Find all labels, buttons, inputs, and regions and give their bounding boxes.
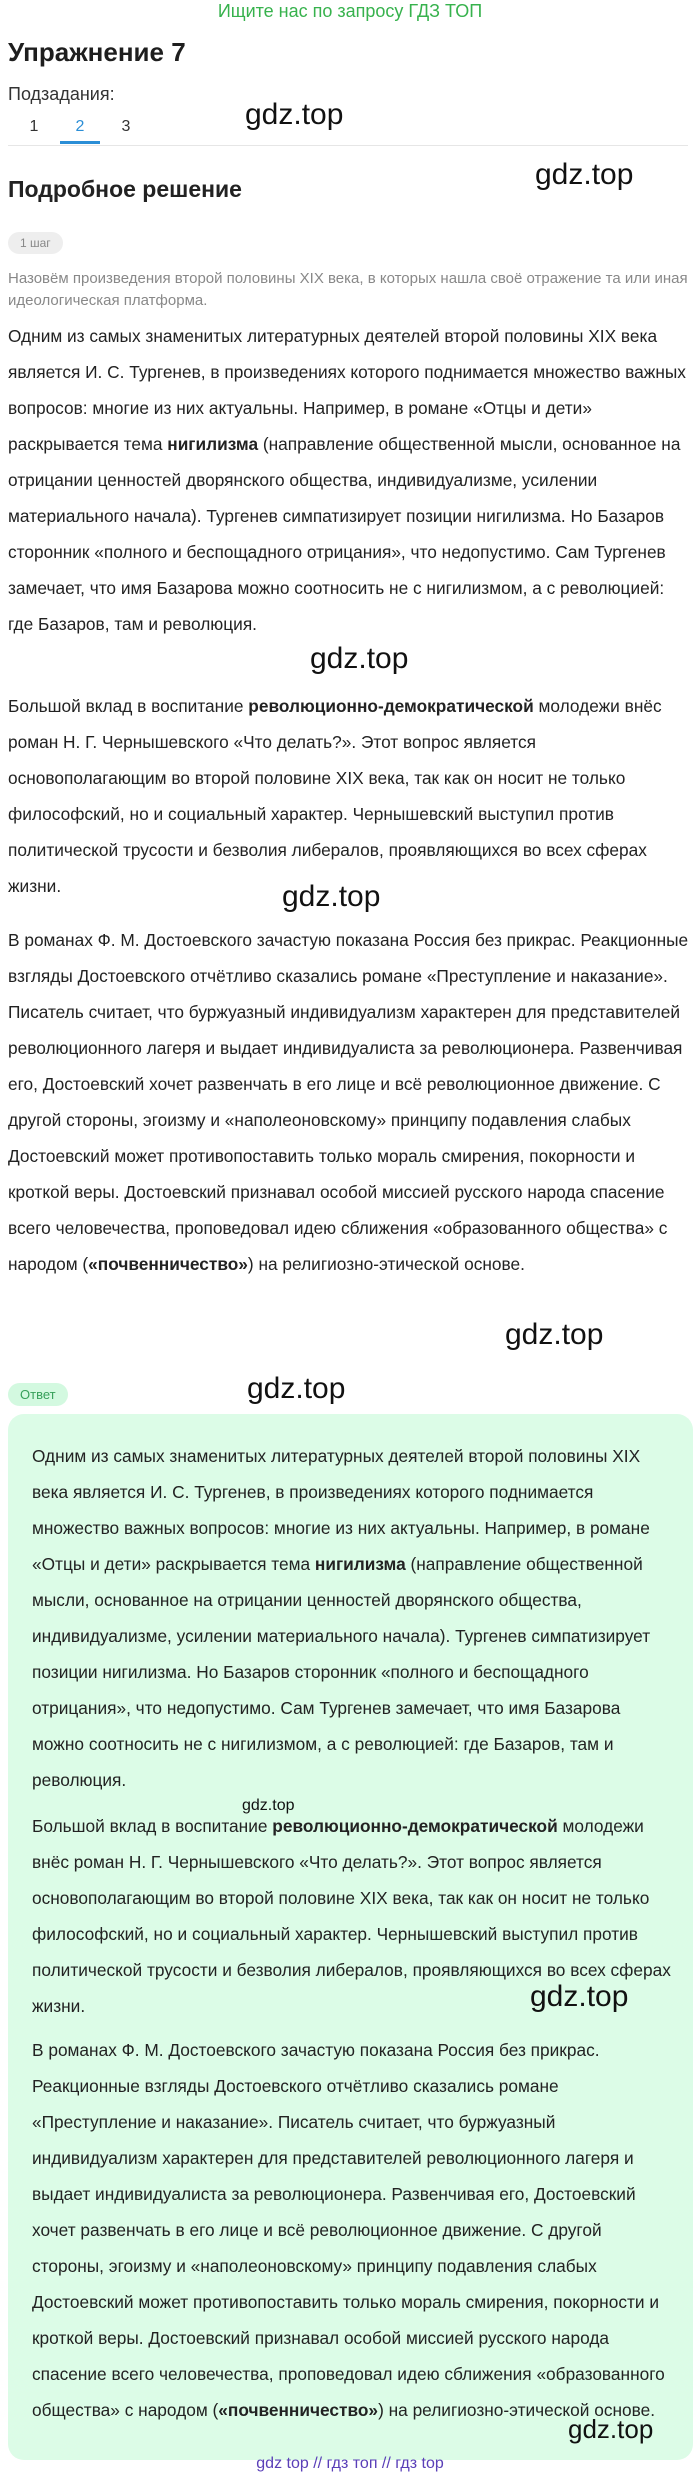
solution-paragraph-1: Одним из самых знаменитых литературных деятелей второй половины XIX века является И. С. Тургенев, в произведениях которого поднимается множество важных вопросов: многие из них актуальны. Например, в романе «Отцы и дети» раскрывается тема нигилизма (направление общественной мысли, основанное на отрицании ценностей дворянского общества, индивидуализме, усилении материального начала). Тургенев симпатизирует позиции нигилизма. Но Базаров сторонник «полного и беспощадного отрицания», что недопустимо. Сам Тургенев замечает, что имя Базарова можно соотносить не с нигилизмом, а с революцией: где Базаров, там и революция. <box>8 326 686 634</box>
solution-paragraph-2: Большой вклад в воспитание революционно-демократической молодежи внёс роман Н. Г. Чернышевского «Что делать?». Этот вопрос является основополагающим во второй половине XIX века, так как он носит не только философский, но и социальный характер. Чернышевский выступил против политической трусости и безволия либералов, проявляющихся во всех сферах жизни. <box>8 696 662 896</box>
subtasks-label: Подзадания: <box>8 84 115 104</box>
step-hint: Назовём произведения второй половины XIX века, в которых нашла своё отражение та или иная идеологическая платформа. <box>8 270 688 309</box>
page-title: Упражнение 7 <box>8 37 186 67</box>
watermark: gdz.top <box>505 1318 604 1351</box>
watermark: gdz.top <box>245 98 344 131</box>
step-badge: 1 шаг <box>8 232 63 254</box>
answer-paragraph-1: Одним из самых знаменитых литературных деятелей второй половины XIX века является И. С. Тургенев, в произведениях которого поднимается множество важных вопросов: многие из них актуальны. Например, в романе «Отцы и дети» раскрывается тема нигилизма (направление общественной мысли, основанное на отрицании ценностей дворянского общества, индивидуализме, усилении материального начала). Тургенев симпатизирует позиции нигилизма. Но Базаров сторонник «полного и беспощадного отрицания», что недопустимо. Сам Тургенев замечает, что имя Базарова можно соотносить не с нигилизмом, а с революцией: где Базаров, там и революция. <box>32 1446 651 1790</box>
footer-links[interactable]: gdz top // гдз топ // гдз top <box>256 2455 444 2472</box>
solution-paragraph-3: В романах Ф. М. Достоевского зачастую показана Россия без прикрас. Реакционные взгляды Достоевского отчётливо сказались романе «Преступление и наказание». Писатель считает, что буржуазный индивидуализм характерен для представителей революционного лагеря и выдает индивидуалиста за революционера. Развенчивая его, Достоевский хочет развенчать в его лице и всё революционное движение. С другой стороны, эгоизму и «наполеоновскому» принципу подавления слабых Достоевский может противопоставить только мораль смирения, покорности и кроткой веры. Достоевский признавал особой миссией русского народа спасение всего человечества, проповедовал идею сближения «образованного общества» с народом («почвенничество») на религиозно-этической основе. <box>8 930 689 1274</box>
watermark: gdz.top <box>282 880 381 913</box>
watermark: gdz.top <box>530 1980 629 2013</box>
answer-paragraph-2: Большой вклад в воспитание революционно-демократической молодежи внёс роман Н. Г. Чернышевского «Что делать?». Этот вопрос является основополагающим во второй половине XIX века, так как он носит не только философский, но и социальный характер. Чернышевский выступил против политической трусости и безволия либералов, проявляющихся во всех сферах жизни. <box>32 1816 671 2016</box>
subtask-tabs <box>8 112 688 146</box>
section-title: Подробное решение <box>8 176 242 202</box>
answer-paragraph-3: В романах Ф. М. Достоевского зачастую показана Россия без прикрас. Реакционные взгляды Достоевского отчётливо сказались романе «Преступление и наказание». Писатель считает, что буржуазный индивидуализм характерен для представителей революционного лагеря и выдает индивидуалиста за революционера. Развенчивая его, Достоевский хочет развенчать в его лице и всё революционное движение. С другой стороны, эгоизму и «наполеоновскому» принципу подавления слабых Достоевский может противопоставить только мораль смирения, покорности и кроткой веры. Достоевский признавал особой миссией русского народа спасение всего человечества, проповедовал идею сближения «образованного общества» с народом («почвенничество») на религиозно-этической основе. <box>32 2040 665 2420</box>
answer-badge: Ответ <box>8 1383 68 1406</box>
watermark: gdz.top <box>310 642 409 675</box>
watermark: gdz.top <box>247 1372 346 1405</box>
watermark: gdz.top <box>568 2414 654 2444</box>
tab-1[interactable]: 1 <box>29 118 39 135</box>
watermark: gdz.top <box>535 158 634 191</box>
watermark: gdz.top <box>242 1797 295 1814</box>
search-banner: Ищите нас по запросу ГДЗ ТОП <box>217 1 483 21</box>
tab-3[interactable]: 3 <box>121 118 131 135</box>
tab-2[interactable]: 2 <box>60 118 100 144</box>
